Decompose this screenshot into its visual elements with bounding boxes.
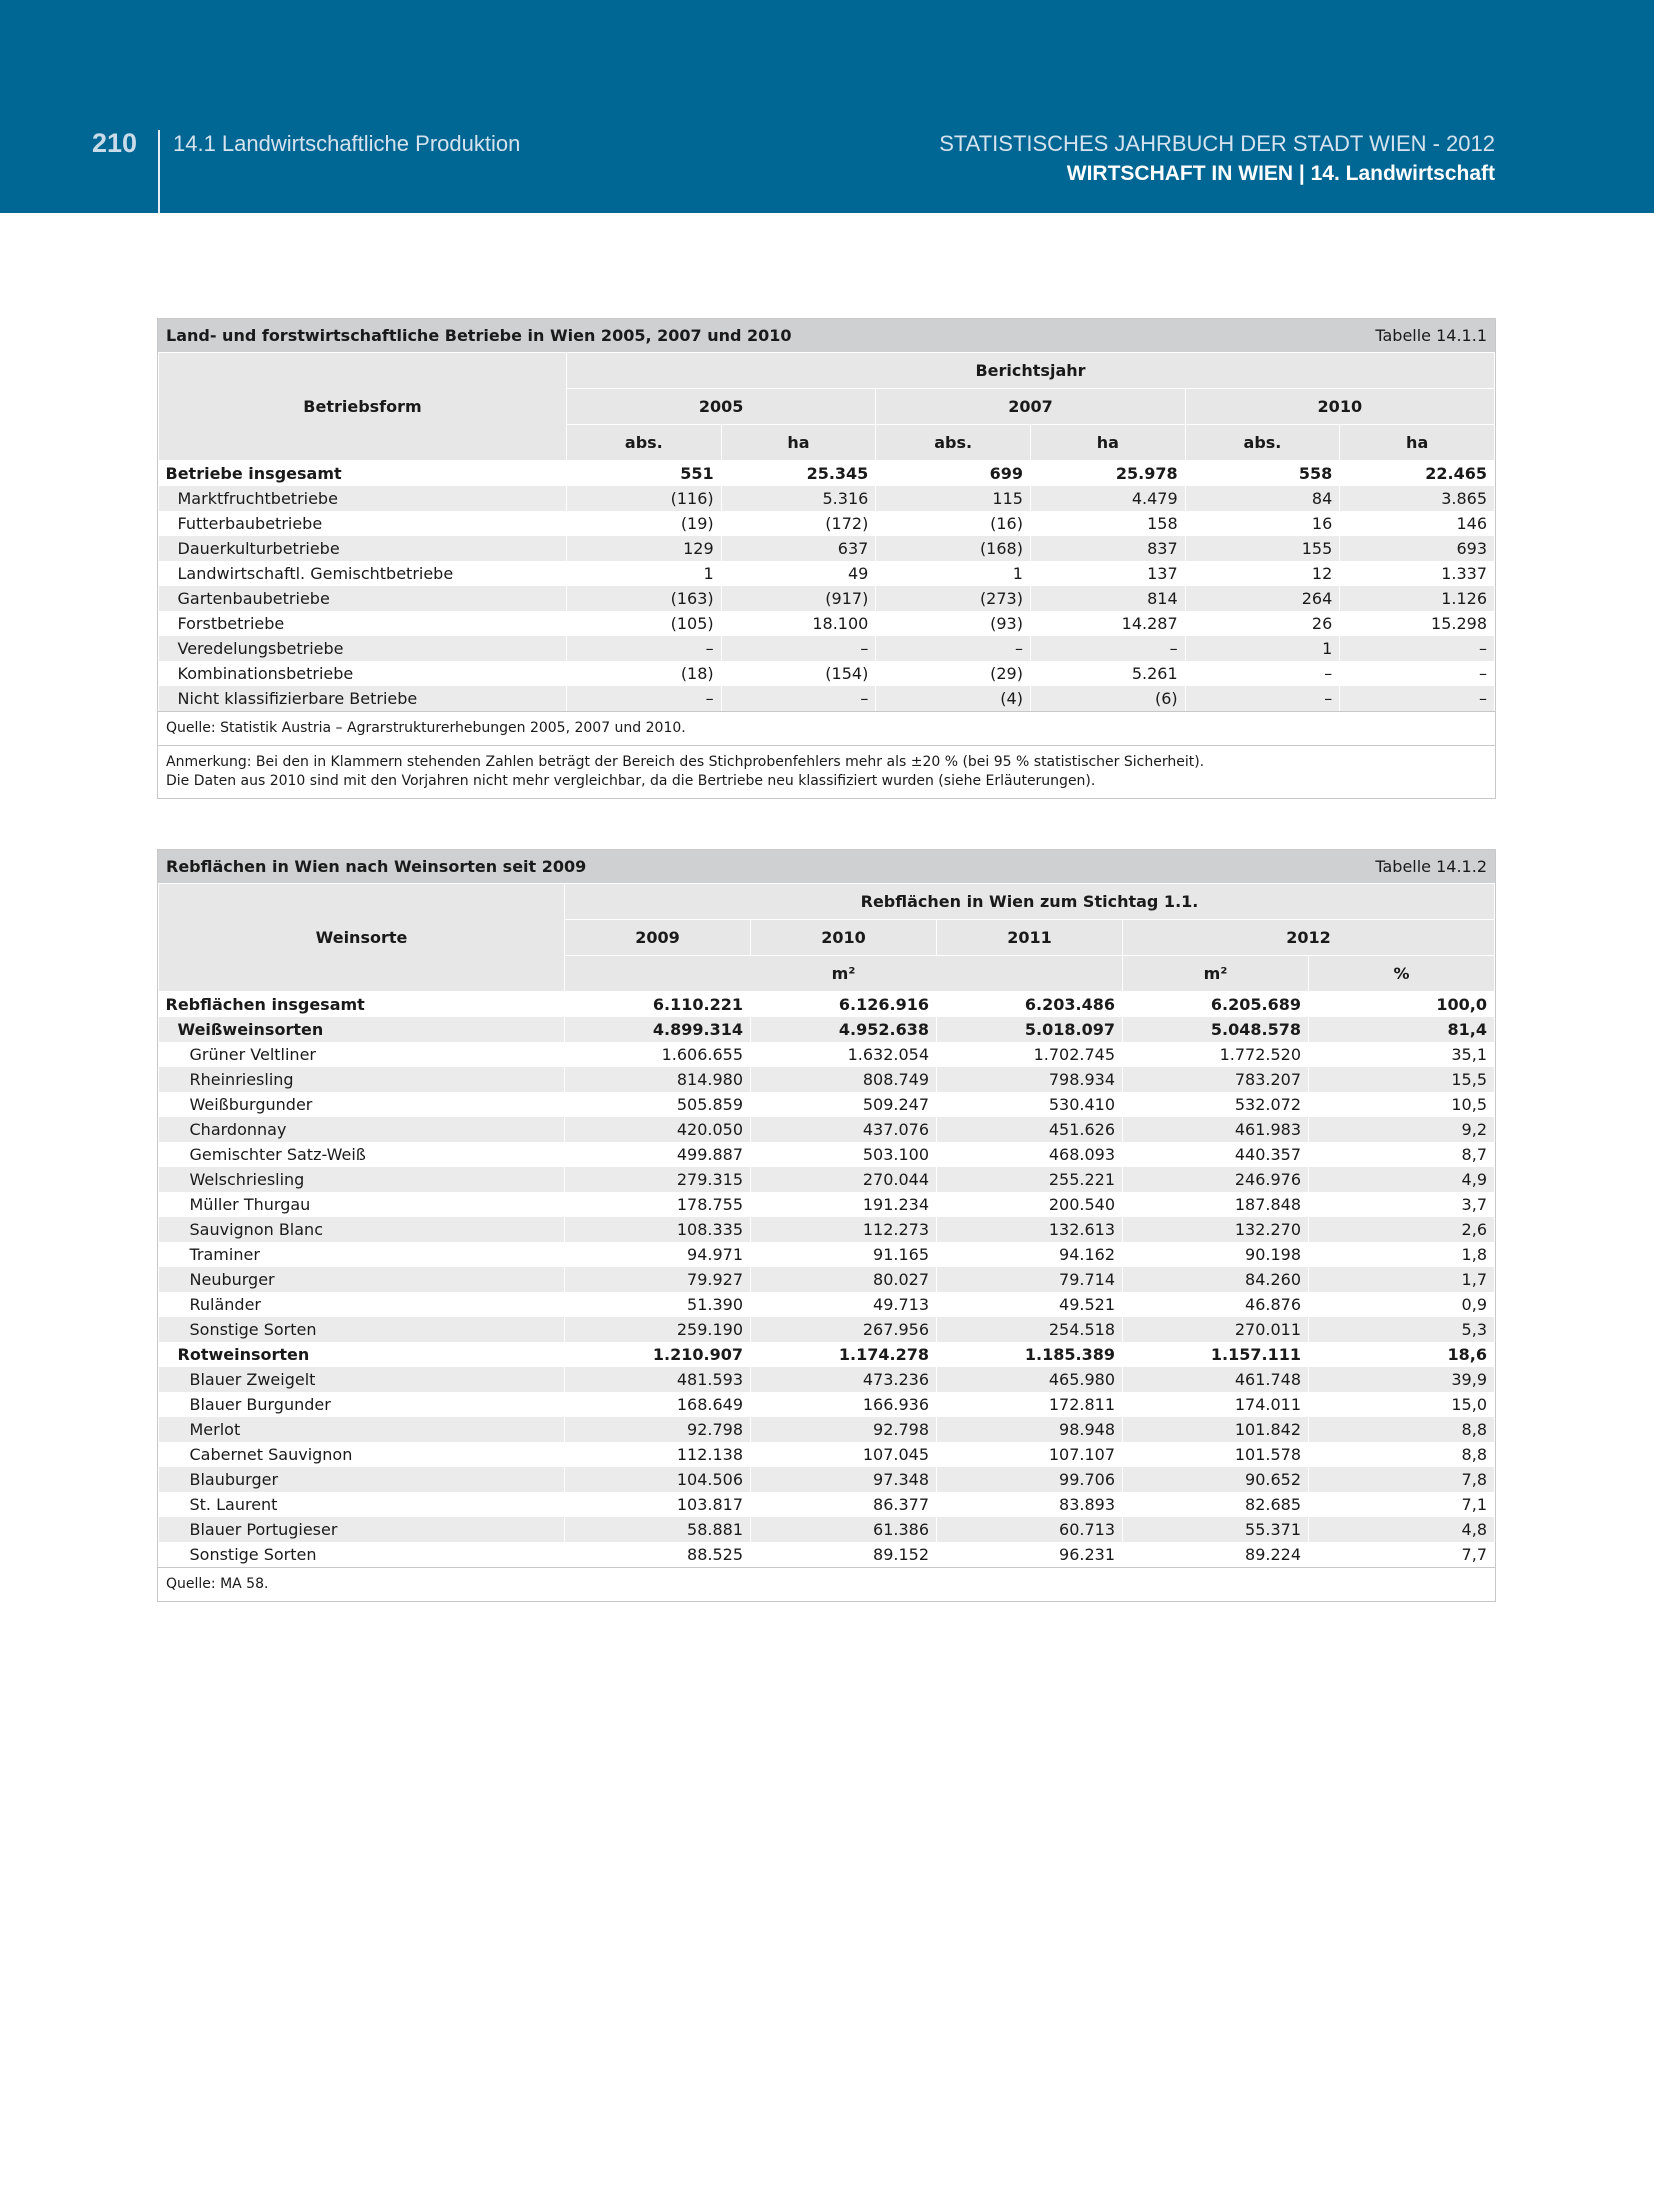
cell-value: 499.887: [565, 1142, 751, 1167]
row-label: Blauburger: [159, 1467, 565, 1492]
cell-value: 8,8: [1309, 1442, 1495, 1467]
cell-value: 270.044: [751, 1167, 937, 1192]
table-remark: [158, 745, 1495, 798]
cell-value: 39,9: [1309, 1367, 1495, 1392]
row-label: Welschriesling: [159, 1167, 565, 1192]
cell-value: 1,7: [1309, 1267, 1495, 1292]
table-row: [159, 1117, 1495, 1142]
cell-value: 699: [876, 461, 1031, 486]
cell-value: 51.390: [565, 1292, 751, 1317]
table-row: [159, 1017, 1495, 1042]
cell-value: 6.205.689: [1123, 992, 1309, 1017]
table-row: [159, 511, 1495, 536]
farms-table: [158, 352, 1495, 711]
cell-value: 1.632.054: [751, 1042, 937, 1067]
subcolumn-header: abs.: [567, 425, 722, 461]
cell-value: 509.247: [751, 1092, 937, 1117]
cell-value: 451.626: [937, 1117, 1123, 1142]
cell-value: 16: [1185, 511, 1340, 536]
cell-value: 22.465: [1340, 461, 1495, 486]
table-row: [159, 1142, 1495, 1167]
row-label: Kombinationsbetriebe: [159, 661, 567, 686]
row-label: Blauer Burgunder: [159, 1392, 565, 1417]
table-number: Tabelle 14.1.1: [1375, 326, 1487, 345]
table-row: [159, 1167, 1495, 1192]
cell-value: 84: [1185, 486, 1340, 511]
cell-value: 4.952.638: [751, 1017, 937, 1042]
cell-value: 1.772.520: [1123, 1042, 1309, 1067]
cell-value: (917): [721, 586, 876, 611]
cell-value: 49.713: [751, 1292, 937, 1317]
table-title-bar: [158, 319, 1495, 352]
table-row: [159, 1367, 1495, 1392]
cell-value: 4.899.314: [565, 1017, 751, 1042]
cell-value: (163): [567, 586, 722, 611]
row-label: Merlot: [159, 1417, 565, 1442]
cell-value: 4.479: [1030, 486, 1185, 511]
cell-value: 100,0: [1309, 992, 1495, 1017]
cell-value: 5,3: [1309, 1317, 1495, 1342]
table-number: Tabelle 14.1.2: [1375, 857, 1487, 876]
cell-value: 1.126: [1340, 586, 1495, 611]
row-label: Gemischter Satz-Weiß: [159, 1142, 565, 1167]
yearbook-title: STATISTISCHES JAHRBUCH DER STADT WIEN - 2012: [939, 131, 1495, 156]
cell-value: 107.045: [751, 1442, 937, 1467]
cell-value: (273): [876, 586, 1031, 611]
row-label: Marktfruchtbetriebe: [159, 486, 567, 511]
cell-value: 79.927: [565, 1267, 751, 1292]
cell-value: 7,1: [1309, 1492, 1495, 1517]
cell-value: (16): [876, 511, 1031, 536]
cell-value: 172.811: [937, 1392, 1123, 1417]
cell-value: (18): [567, 661, 722, 686]
cell-value: 107.107: [937, 1442, 1123, 1467]
cell-value: 187.848: [1123, 1192, 1309, 1217]
cell-value: 1: [876, 561, 1031, 586]
cell-value: 473.236: [751, 1367, 937, 1392]
cell-value: 15,0: [1309, 1392, 1495, 1417]
cell-value: 461.748: [1123, 1367, 1309, 1392]
row-label: Grüner Veltliner: [159, 1042, 565, 1067]
cell-value: 5.018.097: [937, 1017, 1123, 1042]
cell-value: 155: [1185, 536, 1340, 561]
cell-value: (93): [876, 611, 1031, 636]
row-label: Forstbetriebe: [159, 611, 567, 636]
cell-value: –: [721, 636, 876, 661]
cell-value: 3.865: [1340, 486, 1495, 511]
table-row: [159, 461, 1495, 486]
cell-value: 146: [1340, 511, 1495, 536]
cell-value: (105): [567, 611, 722, 636]
cell-value: 129: [567, 536, 722, 561]
cell-value: 783.207: [1123, 1067, 1309, 1092]
unit-header: m²: [1123, 956, 1309, 992]
cell-value: 1.702.745: [937, 1042, 1123, 1067]
cell-value: 808.749: [751, 1067, 937, 1092]
cell-value: 92.798: [565, 1417, 751, 1442]
cell-value: 437.076: [751, 1117, 937, 1142]
cell-value: 7,7: [1309, 1542, 1495, 1567]
cell-value: 88.525: [565, 1542, 751, 1567]
table-row: [159, 1467, 1495, 1492]
cell-value: 112.273: [751, 1217, 937, 1242]
table-row: [159, 1517, 1495, 1542]
table-row: [159, 1442, 1495, 1467]
cell-value: 255.221: [937, 1167, 1123, 1192]
cell-value: 1.210.907: [565, 1342, 751, 1367]
cell-value: –: [721, 686, 876, 711]
table-source: Quelle: Statistik Austria – Agrarstrukturerhebungen 2005, 2007 und 2010.: [158, 711, 1495, 745]
row-label: St. Laurent: [159, 1492, 565, 1517]
table-row: [159, 1267, 1495, 1292]
cell-value: 12: [1185, 561, 1340, 586]
cell-value: –: [1340, 686, 1495, 711]
table-row: [159, 1192, 1495, 1217]
cell-value: 101.842: [1123, 1417, 1309, 1442]
row-label: Landwirtschaftl. Gemischtbetriebe: [159, 561, 567, 586]
cell-value: 132.270: [1123, 1217, 1309, 1242]
cell-value: (29): [876, 661, 1031, 686]
table-row: [159, 561, 1495, 586]
page-header: [0, 0, 1654, 213]
cell-value: 837: [1030, 536, 1185, 561]
cell-value: 104.506: [565, 1467, 751, 1492]
cell-value: 1: [567, 561, 722, 586]
table-row: [159, 1392, 1495, 1417]
cell-value: 461.983: [1123, 1117, 1309, 1142]
section-title: 14.1 Landwirtschaftliche Produktion: [173, 131, 521, 156]
row-label: Nicht klassifizierbare Betriebe: [159, 686, 567, 711]
cell-value: 6.203.486: [937, 992, 1123, 1017]
cell-value: –: [1340, 661, 1495, 686]
cell-value: 96.231: [937, 1542, 1123, 1567]
cell-value: 132.613: [937, 1217, 1123, 1242]
cell-value: 83.893: [937, 1492, 1123, 1517]
cell-value: 14.287: [1030, 611, 1185, 636]
row-label: Dauerkulturbetriebe: [159, 536, 567, 561]
row-label: Sauvignon Blanc: [159, 1217, 565, 1242]
table-row: [159, 1542, 1495, 1567]
cell-value: 46.876: [1123, 1292, 1309, 1317]
table-row: [159, 611, 1495, 636]
year-header: 2010: [1185, 389, 1494, 425]
table-row: [159, 1342, 1495, 1367]
table-row: [159, 1492, 1495, 1517]
year-header: 2011: [937, 920, 1123, 956]
cell-value: (4): [876, 686, 1031, 711]
cell-value: 1.185.389: [937, 1342, 1123, 1367]
cell-value: 8,7: [1309, 1142, 1495, 1167]
cell-value: –: [567, 686, 722, 711]
cell-value: 79.714: [937, 1267, 1123, 1292]
table-title: Land- und forstwirtschaftliche Betriebe in Wien 2005, 2007 und 2010: [166, 326, 792, 345]
cell-value: 26: [1185, 611, 1340, 636]
cell-value: 5.048.578: [1123, 1017, 1309, 1042]
table-row: [159, 1217, 1495, 1242]
row-label: Betriebe insgesamt: [159, 461, 567, 486]
cell-value: 270.011: [1123, 1317, 1309, 1342]
cell-value: 1.157.111: [1123, 1342, 1309, 1367]
cell-value: 91.165: [751, 1242, 937, 1267]
cell-value: 15.298: [1340, 611, 1495, 636]
subcolumn-header: ha: [1340, 425, 1495, 461]
cell-value: 1: [1185, 636, 1340, 661]
cell-value: 10,5: [1309, 1092, 1495, 1117]
table-row: [159, 686, 1495, 711]
subcolumn-header: ha: [721, 425, 876, 461]
column-header-berichtsjahr: Berichtsjahr: [567, 353, 1495, 389]
row-label: Sonstige Sorten: [159, 1317, 565, 1342]
cell-value: 18.100: [721, 611, 876, 636]
cell-value: 94.971: [565, 1242, 751, 1267]
row-label: Blauer Zweigelt: [159, 1367, 565, 1392]
table-title: Rebflächen in Wien nach Weinsorten seit 2009: [166, 857, 587, 876]
table-row: [159, 486, 1495, 511]
row-label: Weißburgunder: [159, 1092, 565, 1117]
cell-value: 115: [876, 486, 1031, 511]
cell-value: 6.126.916: [751, 992, 937, 1017]
cell-value: 61.386: [751, 1517, 937, 1542]
cell-value: 174.011: [1123, 1392, 1309, 1417]
year-header: 2007: [876, 389, 1185, 425]
table-source: Quelle: MA 58.: [158, 1567, 1495, 1601]
cell-value: –: [876, 636, 1031, 661]
cell-value: 1.337: [1340, 561, 1495, 586]
cell-value: 551: [567, 461, 722, 486]
table-row: [159, 1242, 1495, 1267]
cell-value: –: [1340, 636, 1495, 661]
cell-value: 84.260: [1123, 1267, 1309, 1292]
unit-header: %: [1309, 956, 1495, 992]
table-row: [159, 661, 1495, 686]
cell-value: (6): [1030, 686, 1185, 711]
cell-value: –: [1185, 661, 1340, 686]
cell-value: 15,5: [1309, 1067, 1495, 1092]
cell-value: 279.315: [565, 1167, 751, 1192]
cell-value: 58.881: [565, 1517, 751, 1542]
vineyards-table: [158, 883, 1495, 1567]
cell-value: 2,6: [1309, 1217, 1495, 1242]
cell-value: 92.798: [751, 1417, 937, 1442]
cell-value: 108.335: [565, 1217, 751, 1242]
subcolumn-header: abs.: [1185, 425, 1340, 461]
cell-value: 99.706: [937, 1467, 1123, 1492]
header-divider: [158, 130, 160, 213]
remark-line: Anmerkung: Bei den in Klammern stehenden Zahlen beträgt der Bereich des Stichprobenfehlers mehr als ±20 % (bei 95 % statistischer Sicherheit).: [166, 753, 1205, 770]
remark-line: Die Daten aus 2010 sind mit den Vorjahren nicht mehr vergleichbar, da die Bertriebe neu klassifiziert wurden (siehe Erläuterungen).: [166, 772, 1096, 789]
cell-value: 558: [1185, 461, 1340, 486]
cell-value: 94.162: [937, 1242, 1123, 1267]
cell-value: (116): [567, 486, 722, 511]
cell-value: –: [1030, 636, 1185, 661]
cell-value: 814.980: [565, 1067, 751, 1092]
cell-value: 465.980: [937, 1367, 1123, 1392]
cell-value: (154): [721, 661, 876, 686]
cell-value: 267.956: [751, 1317, 937, 1342]
year-header: 2012: [1123, 920, 1495, 956]
cell-value: (172): [721, 511, 876, 536]
table-row: [159, 1292, 1495, 1317]
column-header-betriebsform: Betriebsform: [159, 353, 567, 461]
cell-value: 55.371: [1123, 1517, 1309, 1542]
cell-value: 264: [1185, 586, 1340, 611]
cell-value: 7,8: [1309, 1467, 1495, 1492]
cell-value: 191.234: [751, 1192, 937, 1217]
cell-value: 798.934: [937, 1067, 1123, 1092]
row-label: Müller Thurgau: [159, 1192, 565, 1217]
cell-value: 49: [721, 561, 876, 586]
row-label: Cabernet Sauvignon: [159, 1442, 565, 1467]
row-label: Rheinriesling: [159, 1067, 565, 1092]
cell-value: 86.377: [751, 1492, 937, 1517]
row-label: Weißweinsorten: [159, 1017, 565, 1042]
cell-value: 440.357: [1123, 1142, 1309, 1167]
cell-value: 481.593: [565, 1367, 751, 1392]
cell-value: 1.174.278: [751, 1342, 937, 1367]
cell-value: 503.100: [751, 1142, 937, 1167]
column-header-weinsorte: Weinsorte: [159, 884, 565, 992]
table-row: [159, 1092, 1495, 1117]
cell-value: 246.976: [1123, 1167, 1309, 1192]
row-label: Neuburger: [159, 1267, 565, 1292]
cell-value: 259.190: [565, 1317, 751, 1342]
chapter-title: WIRTSCHAFT IN WIEN | 14. Landwirtschaft: [1066, 162, 1495, 185]
cell-value: 90.198: [1123, 1242, 1309, 1267]
cell-value: 103.817: [565, 1492, 751, 1517]
cell-value: 693: [1340, 536, 1495, 561]
cell-value: 97.348: [751, 1467, 937, 1492]
column-header-rebflaechen: Rebflächen in Wien zum Stichtag 1.1.: [565, 884, 1495, 920]
cell-value: 1,8: [1309, 1242, 1495, 1267]
cell-value: 3,7: [1309, 1192, 1495, 1217]
year-header: 2009: [565, 920, 751, 956]
table-row: [159, 636, 1495, 661]
cell-value: 5.316: [721, 486, 876, 511]
cell-value: 1.606.655: [565, 1042, 751, 1067]
cell-value: (168): [876, 536, 1031, 561]
cell-value: 9,2: [1309, 1117, 1495, 1142]
cell-value: 814: [1030, 586, 1185, 611]
cell-value: 166.936: [751, 1392, 937, 1417]
table-row: [159, 1417, 1495, 1442]
cell-value: 89.152: [751, 1542, 937, 1567]
cell-value: 49.521: [937, 1292, 1123, 1317]
cell-value: 505.859: [565, 1092, 751, 1117]
row-label: Gartenbaubetriebe: [159, 586, 567, 611]
cell-value: 82.685: [1123, 1492, 1309, 1517]
table-row: [159, 1317, 1495, 1342]
cell-value: 530.410: [937, 1092, 1123, 1117]
page-number: 210: [92, 128, 138, 158]
cell-value: 89.224: [1123, 1542, 1309, 1567]
table-row: [159, 586, 1495, 611]
cell-value: –: [1185, 686, 1340, 711]
cell-value: 18,6: [1309, 1342, 1495, 1367]
cell-value: 168.649: [565, 1392, 751, 1417]
cell-value: (19): [567, 511, 722, 536]
row-label: Futterbaubetriebe: [159, 511, 567, 536]
row-label: Sonstige Sorten: [159, 1542, 565, 1567]
row-label: Ruländer: [159, 1292, 565, 1317]
table-row: [159, 1067, 1495, 1092]
table-row: [159, 1042, 1495, 1067]
subcolumn-header: abs.: [876, 425, 1031, 461]
row-label: Rebflächen insgesamt: [159, 992, 565, 1017]
cell-value: 0,9: [1309, 1292, 1495, 1317]
table-row: [159, 536, 1495, 561]
year-header: 2010: [751, 920, 937, 956]
cell-value: 468.093: [937, 1142, 1123, 1167]
cell-value: 4,9: [1309, 1167, 1495, 1192]
cell-value: 532.072: [1123, 1092, 1309, 1117]
cell-value: 137: [1030, 561, 1185, 586]
cell-value: 101.578: [1123, 1442, 1309, 1467]
cell-value: 420.050: [565, 1117, 751, 1142]
table-row: [159, 992, 1495, 1017]
table-farms: [157, 318, 1496, 799]
cell-value: 35,1: [1309, 1042, 1495, 1067]
cell-value: 254.518: [937, 1317, 1123, 1342]
cell-value: 8,8: [1309, 1417, 1495, 1442]
cell-value: 80.027: [751, 1267, 937, 1292]
cell-value: 200.540: [937, 1192, 1123, 1217]
row-label: Traminer: [159, 1242, 565, 1267]
cell-value: 90.652: [1123, 1467, 1309, 1492]
cell-value: 4,8: [1309, 1517, 1495, 1542]
cell-value: 81,4: [1309, 1017, 1495, 1042]
cell-value: 6.110.221: [565, 992, 751, 1017]
cell-value: 5.261: [1030, 661, 1185, 686]
cell-value: 98.948: [937, 1417, 1123, 1442]
cell-value: 178.755: [565, 1192, 751, 1217]
cell-value: 25.345: [721, 461, 876, 486]
cell-value: 637: [721, 536, 876, 561]
subcolumn-header: ha: [1030, 425, 1185, 461]
cell-value: 158: [1030, 511, 1185, 536]
table-title-bar: [158, 850, 1495, 883]
row-label: Rotweinsorten: [159, 1342, 565, 1367]
row-label: Chardonnay: [159, 1117, 565, 1142]
year-header: 2005: [567, 389, 876, 425]
cell-value: 60.713: [937, 1517, 1123, 1542]
cell-value: 25.978: [1030, 461, 1185, 486]
cell-value: –: [567, 636, 722, 661]
cell-value: 112.138: [565, 1442, 751, 1467]
unit-header: m²: [565, 956, 1123, 992]
row-label: Veredelungsbetriebe: [159, 636, 567, 661]
table-vineyards: [157, 849, 1496, 1602]
row-label: Blauer Portugieser: [159, 1517, 565, 1542]
